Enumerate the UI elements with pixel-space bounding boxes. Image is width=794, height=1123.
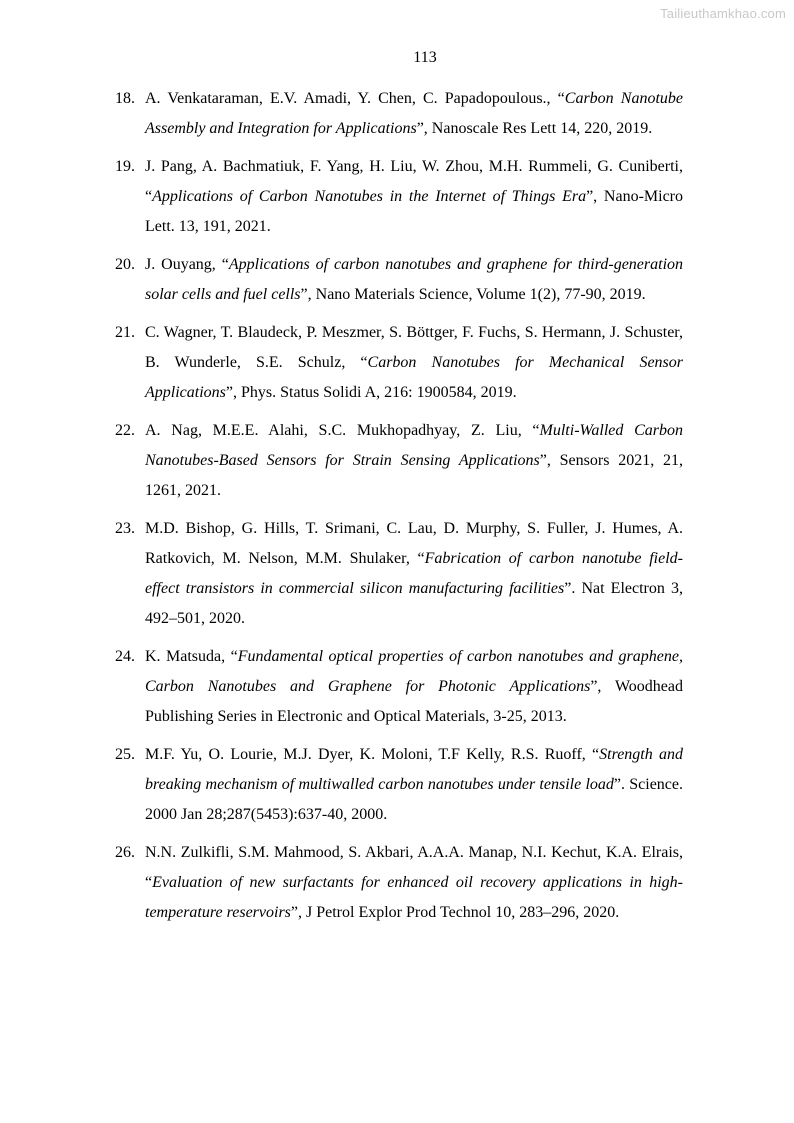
reference-text [145, 740, 683, 830]
reference-source: ”, Nanoscale Res Lett 14, 220, 2019. [416, 120, 653, 137]
reference-title: Carbon Nanotube Assembly and Integration for Applications [145, 90, 684, 137]
watermark: Tailieuthamkhao.com [660, 6, 786, 21]
reference-text [145, 642, 683, 732]
reference-authors: M.D. Bishop, G. Hills, T. Srimani, C. Lau, D. Murphy, S. Fuller, J. Humes, A. Ratkovich, M. Nelson, M.M. Shulaker, “ [145, 520, 683, 567]
reference-source: ”, Phys. Status Solidi A, 216: 1900584, 2019. [225, 384, 517, 401]
reference-text [145, 250, 683, 310]
reference-text [145, 152, 683, 242]
reference-number: 20. [115, 256, 135, 273]
reference-text [145, 514, 683, 634]
reference-number: 26. [115, 844, 135, 861]
reference-title: Fabrication of carbon nanotube field-effect transistors in commercial silicon manufacturing facilities [145, 550, 684, 597]
reference-source: ”, J Petrol Explor Prod Technol 10, 283–296, 2020. [290, 904, 620, 921]
reference-number: 25. [115, 746, 135, 763]
reference-item [115, 740, 683, 830]
reference-title: Evaluation of new surfactants for enhanced oil recovery applications in high-temperature reservoirs [145, 874, 683, 921]
reference-item [115, 838, 683, 928]
reference-title: Strength and breaking mechanism of multiwalled carbon nanotubes under tensile load [145, 746, 683, 793]
reference-item [115, 318, 683, 408]
reference-list [115, 84, 683, 936]
page-number: 113 [413, 49, 437, 66]
reference-authors: A. Nag, M.E.E. Alahi, S.C. Mukhopadhyay, Z. Liu, “ [145, 422, 540, 439]
reference-number: 19. [115, 158, 135, 175]
reference-text [145, 318, 683, 408]
reference-source: ”. Nat Electron 3, 492–501, 2020. [145, 580, 683, 627]
reference-number: 18. [115, 90, 135, 107]
reference-authors: J. Ouyang, “ [145, 256, 229, 273]
reference-text [145, 838, 683, 928]
reference-title: Fundamental optical properties of carbon nanotubes and graphene, Carbon Nanotubes and Graphene for Photonic Applications [145, 648, 683, 695]
reference-text [145, 84, 683, 144]
reference-authors: J. Pang, A. Bachmatiuk, F. Yang, H. Liu, W. Zhou, M.H. Rummeli, G. Cuniberti, “ [145, 158, 683, 205]
reference-source: ”. Science. 2000 Jan 28;287(5453):637-40, 2000. [145, 776, 684, 823]
reference-number: 22. [115, 422, 135, 439]
reference-title: Applications of carbon nanotubes and graphene for third-generation solar cells and fuel cells [145, 256, 684, 303]
reference-authors: M.F. Yu, O. Lourie, M.J. Dyer, K. Moloni, T.F Kelly, R.S. Ruoff, “ [145, 746, 600, 763]
reference-item [115, 642, 683, 732]
reference-title: Applications of Carbon Nanotubes in the Internet of Things Era [152, 188, 587, 205]
reference-source: ”, Nano Materials Science, Volume 1(2), 77-90, 2019. [300, 286, 646, 303]
reference-item [115, 250, 683, 310]
reference-item [115, 416, 683, 506]
reference-text [145, 416, 683, 506]
reference-number: 23. [115, 520, 135, 537]
reference-authors: N.N. Zulkifli, S.M. Mahmood, S. Akbari, A.A.A. Manap, N.I. Kechut, K.A. Elrais, “ [145, 844, 683, 891]
reference-item [115, 84, 683, 144]
reference-authors: K. Matsuda, “ [145, 648, 238, 665]
reference-source: ”, Sensors 2021, 21, 1261, 2021. [145, 452, 683, 499]
reference-source: ”, Nano-Micro Lett. 13, 191, 2021. [145, 188, 684, 235]
reference-number: 24. [115, 648, 135, 665]
reference-item [115, 152, 683, 242]
reference-source: ”, Woodhead Publishing Series in Electronic and Optical Materials, 3-25, 2013. [145, 678, 683, 725]
reference-title: Multi-Walled Carbon Nanotubes-Based Sensors for Strain Sensing Applications [145, 422, 684, 469]
reference-title: Carbon Nanotubes for Mechanical Sensor Applications [145, 354, 684, 401]
reference-number: 21. [115, 324, 135, 341]
reference-authors: A. Venkataraman, E.V. Amadi, Y. Chen, C. Papadopoulous., “ [145, 90, 565, 107]
reference-item [115, 514, 683, 634]
reference-authors: C. Wagner, T. Blaudeck, P. Meszmer, S. Böttger, F. Fuchs, S. Hermann, J. Schuster, B. Wunderle, S.E. Schulz, “ [145, 324, 683, 371]
